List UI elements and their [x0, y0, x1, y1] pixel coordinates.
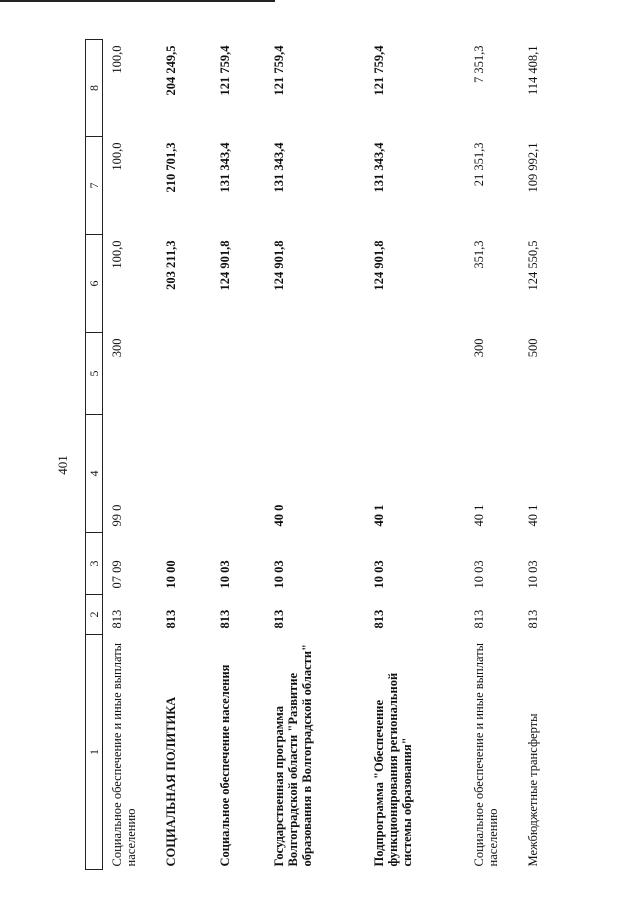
- table-row: [103, 40, 157, 870]
- row-cell: 204 249,5: [163, 45, 178, 96]
- row-cell: 21 351,3: [471, 142, 486, 187]
- row-label: Межбюджетные трансферты: [525, 713, 540, 867]
- row-cell: [157, 333, 211, 415]
- row-cell: 813: [163, 609, 178, 629]
- table-row: [365, 40, 465, 870]
- row-cell: 121 759,4: [217, 45, 232, 96]
- top-rule: [0, 0, 275, 2]
- row-cell: [211, 415, 265, 533]
- row-cell: 100,0: [110, 240, 124, 269]
- budget-table: [85, 39, 573, 870]
- row-cell: 813: [371, 609, 386, 629]
- row-label: Государственная программа Волгоградской области "Развитие образования в Волгоградской области": [271, 644, 314, 867]
- row-cell: 351,3: [471, 240, 486, 269]
- row-cell: 124 901,8: [371, 240, 386, 291]
- row-cell: 100,0: [110, 45, 124, 74]
- header-cell: 1: [86, 635, 103, 870]
- row-label: Социальное обеспечение населения: [217, 664, 232, 867]
- row-cell: 131 343,4: [271, 142, 286, 193]
- row-cell: 300: [110, 338, 124, 358]
- row-cell: [265, 333, 365, 415]
- row-cell: 813: [217, 609, 232, 629]
- row-label: Социальное обеспечение и иные выплаты населению: [471, 642, 500, 867]
- row-label: Подпрограмма "Обеспечение функционирования региональной системы образования": [371, 672, 414, 867]
- row-cell: 40 1: [371, 504, 386, 527]
- row-cell: 10 03: [217, 560, 232, 589]
- row-cell: 7 351,3: [471, 45, 486, 83]
- row-cell: 10 03: [271, 560, 286, 589]
- header-row: [86, 40, 103, 870]
- row-cell: 813: [110, 609, 124, 629]
- table-row: [465, 40, 519, 870]
- budget-table-rotated: [85, 40, 615, 870]
- row-cell: 40 0: [271, 504, 286, 527]
- page-number: 401: [54, 455, 70, 475]
- row-cell: 10 03: [471, 560, 486, 589]
- header-cell: 2: [86, 595, 103, 635]
- row-cell: 99 0: [110, 504, 124, 527]
- header-cell: 3: [86, 533, 103, 595]
- row-cell: 10 00: [163, 560, 178, 589]
- header-cell: 7: [86, 137, 103, 235]
- header-cell: 8: [86, 40, 103, 137]
- row-cell: 121 759,4: [271, 45, 286, 96]
- row-cell: 210 701,3: [163, 142, 178, 193]
- row-cell: 131 343,4: [217, 142, 232, 193]
- row-cell: 114 408,1: [525, 45, 540, 96]
- row-cell: 10 03: [371, 560, 386, 589]
- header-cell: 4: [86, 415, 103, 533]
- row-cell: [157, 415, 211, 533]
- table-row: [157, 40, 211, 870]
- row-cell: 40 1: [471, 504, 486, 527]
- row-cell: 124 901,8: [271, 240, 286, 291]
- row-cell: 813: [471, 609, 486, 629]
- row-cell: 813: [525, 609, 540, 629]
- row-cell: 07 09: [110, 560, 124, 589]
- row-cell: 124 550,5: [525, 240, 540, 291]
- row-cell: [211, 333, 265, 415]
- row-label: СОЦИАЛЬНАЯ ПОЛИТИКА: [163, 696, 178, 867]
- row-cell: 813: [271, 609, 286, 629]
- row-cell: 203 211,3: [163, 240, 178, 290]
- row-cell: [365, 333, 465, 415]
- header-cell: 5: [86, 333, 103, 415]
- table-container: [85, 40, 615, 870]
- row-cell: 124 901,8: [217, 240, 232, 291]
- row-cell: 500: [525, 338, 540, 358]
- row-cell: 100,0: [110, 142, 124, 171]
- row-cell: 10 03: [525, 560, 540, 589]
- row-cell: 109 992,1: [525, 142, 540, 193]
- table-row: [519, 40, 573, 870]
- table-row: [211, 40, 265, 870]
- row-cell: 121 759,4: [371, 45, 386, 96]
- row-cell: 300: [471, 338, 486, 358]
- row-label: Социальное обеспечение и иные выплаты населению: [110, 642, 138, 867]
- header-cell: 6: [86, 235, 103, 333]
- table-row: [265, 40, 365, 870]
- table-body: [103, 40, 573, 870]
- row-cell: 131 343,4: [371, 142, 386, 193]
- row-cell: 40 1: [525, 504, 540, 527]
